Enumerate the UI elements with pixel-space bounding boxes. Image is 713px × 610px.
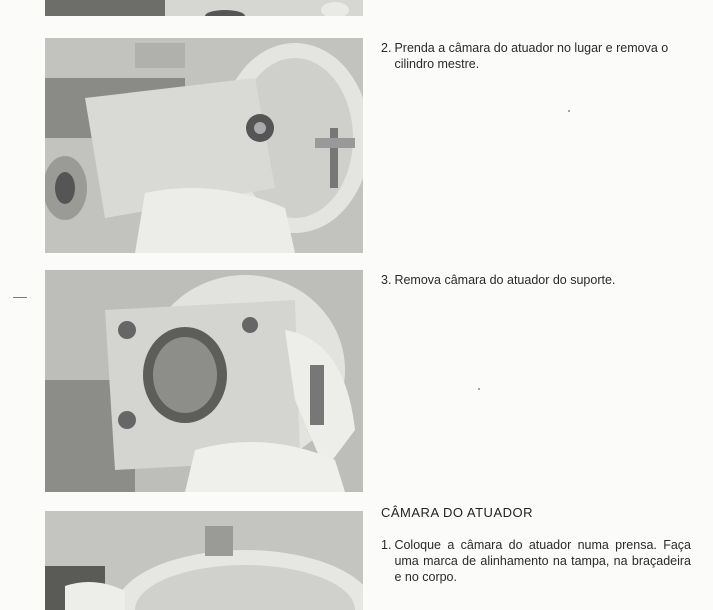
step-3-number: 3. (381, 273, 392, 287)
step-1-number: 1. (381, 538, 392, 552)
step-2 (381, 40, 691, 72)
step-2-number: 2. (381, 41, 392, 55)
photo-top-partial (45, 0, 363, 16)
step-2-text: Prenda a câmara do atuador no lugar e remova o cilindro mestre. (394, 41, 669, 71)
step-3-text: Remova câmara do atuador do suporte. (394, 273, 616, 287)
photo-actuator-bracket-shapes (45, 270, 363, 492)
step-1 (381, 537, 691, 585)
photo-top-shapes (45, 0, 363, 16)
photo-master-cylinder-shapes (45, 38, 363, 253)
section-heading: CÂMARA DO ATUADOR (381, 505, 534, 520)
photo-actuator-press-shapes (45, 511, 363, 610)
photo-actuator-press (45, 511, 363, 610)
photo-actuator-bracket (45, 270, 363, 492)
step-1-text: Coloque a câmara do atuador numa prensa. Faça uma marca de alinhamento na tampa, na braçadeira e no corpo. (394, 538, 691, 584)
scan-speck (568, 110, 570, 112)
photo-master-cylinder (45, 38, 363, 253)
scan-speck (478, 388, 480, 390)
scan-mark (13, 297, 27, 298)
step-3 (381, 272, 691, 288)
